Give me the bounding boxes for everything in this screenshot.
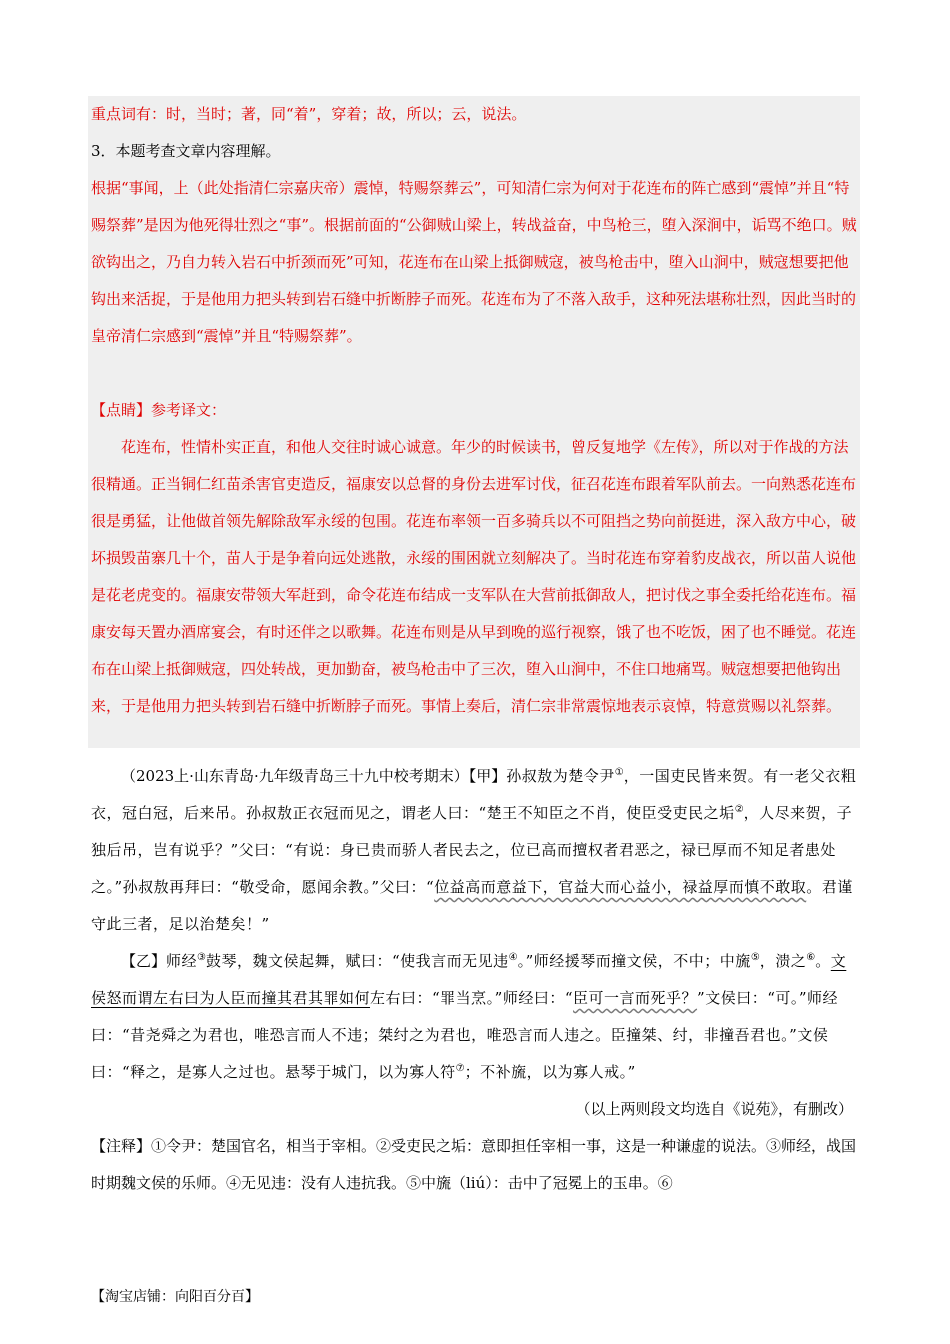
annotations-label: 【注释】 [91, 1137, 152, 1155]
passage-jia [91, 758, 857, 943]
answer-keywords: 重点词有：时，当时；著，同“着”，穿着；故，所以；云，说法。 [91, 105, 527, 123]
yi-text-2: 鼓琴，魏文侯起舞，赋曰：“使我言而无见违 [206, 952, 509, 970]
jia-text-2: ，一国吏民皆来贺。有一老父衣粗衣，冠白冠，后来吊。孙叔敖正衣冠而见之，谓老人曰：“楚王不知臣之不肖，使臣受吏民之垢 [91, 767, 857, 822]
note-ref-6: ⑥ [806, 952, 816, 963]
yi-text-8: ；不补旒，以为寡人戒。” [464, 1063, 636, 1081]
dianjing-text: 参考译文： [151, 401, 227, 419]
note-ref-4: ④ [508, 952, 518, 963]
note-ref-2: ② [734, 804, 744, 815]
yi-label: 【乙】 [121, 952, 167, 970]
classical-passage [91, 758, 857, 1202]
yi-text-6: 左右曰：“罪当烹。”师经曰：“ [370, 989, 574, 1007]
jia-text-3: ，人尽来贺，子独后吊，岂有说乎？”父曰：“有说：身已贵而骄人者民去之，位已高而擅权者君恶之，禄已厚而不知足者患处之。”孙叔敖再拜曰：“敬受命，愿闻余教。”父曰：“ [91, 804, 853, 896]
yi-wavy-underlined: 臣可一言而死乎？ [573, 989, 698, 1007]
passage-source: （2023上·山东青岛·九年级青岛三十九中校考期末） [121, 767, 469, 785]
dianjing-heading [91, 392, 857, 429]
jia-label: 【甲】 [468, 767, 507, 785]
jia-text-1: 孙叔敖为楚令尹 [506, 767, 615, 785]
question-3-analysis: 根据“事闻，上（此处指清仁宗嘉庆帝）震悼，特赐祭葬云”，可知清仁宗为何对于花连布的阵亡感到“震悼”并且“特赐祭葬”是因为他死得壮烈之“事”。根据前面的“公御贼山梁上，转战益奋，中鸟枪三，堕入深涧中，诟骂不绝口。贼欲钩出之，乃自力转入岩石中折颈而死”可知，花连布在山梁上抵御贼寇，被鸟枪击中，堕入山涧中，贼寇想要把他钩出来活捉，于是他用力把头转到岩石缝中折断脖子而死。花连布为了不落入敌手，这种死法堪称壮烈，因此当时的皇帝清仁宗感到“震悼”并且“特赐祭葬”。 [91, 179, 857, 345]
annotations-text: ①令尹：楚国官名，相当于宰相。②受吏民之垢：意即担任宰相一事，这是一种谦虚的说法。③师经，战国时期魏文侯的乐师。④无见违：没有人违抗我。⑤中旒（liú）：击中了冠冕上的玉串。⑥ [91, 1137, 857, 1192]
yi-text-4: ，溃之 [759, 952, 807, 970]
answer-analysis [91, 96, 857, 355]
yi-underlined-sentence: 文侯怒而谓左右曰为人臣而撞其君其罪如何 [91, 952, 847, 1007]
annotations [91, 1128, 857, 1202]
yi-text-1: 师经 [166, 952, 198, 970]
note-ref-5: ⑤ [750, 952, 760, 963]
jia-text-4: 。君谨守此三者，足以治楚矣！” [91, 878, 853, 933]
reference-translation: 花连布，性情朴实正直，和他人交往时诚心诚意。年少的时候读书，曾反复地学《左传》，所以对于作战的方法很精通。正当铜仁红苗杀害官吏造反，福康安以总督的身份去进军讨伐，征召花连布跟着军队前去。一向熟悉花连布很是勇猛，让他做首领先解除敌军永绥的包围。花连布率领一百多骑兵以不可阻挡之势向前挺进，深入敌方中心，破坏损毁苗寨几十个，苗人于是争着向远处逃散，永绥的围困就立刻解决了。当时花连布穿着豹皮战衣，所以苗人说他是花老虎变的。福康安带领大军赶到，命令花连布结成一支军队在大营前抵御敌人，把讨伐之事全委托给花连布。福康安每天置办酒席宴会，有时还伴之以歌舞。花连布则是从早到晚的巡行视察，饿了也不吃饭，困了也不睡觉。花连布在山梁上抵御贼寇，四处转战，更加勤奋，被鸟枪击中了三次，堕入山涧中，不住口地痛骂。贼寇想要把他钩出来，于是他用力把头转到岩石缝中折断脖子而死。事情上奏后，清仁宗非常震惊地表示哀悼，特意赏赐以礼祭葬。 [91, 438, 857, 715]
note-ref-7: ⑦ [455, 1063, 465, 1074]
footer-shop-label: 【淘宝店铺：向阳百分百】 [91, 1289, 259, 1305]
passage-yi [91, 943, 857, 1091]
yi-text-5: 。 [815, 952, 831, 970]
yi-text-3: 。”师经援琴而撞文侯，不中；中旒 [517, 952, 751, 970]
yi-text-7: ”文侯曰：“可。”师经曰：“昔尧舜之为君也，唯恐言而人不违；桀纣之为君也，唯恐言而人违之。臣撞桀、纣，非撞吾君也。”文侯曰：“释之，是寡人之过也。悬琴于城门，以为寡人符 [91, 989, 839, 1081]
dianjing-label: 【点睛】 [91, 401, 152, 419]
jia-wavy-underlined: 位益高而意益下，官益大而心益小，禄益厚而慎不敢取 [434, 878, 807, 896]
dianjing-section [91, 392, 857, 725]
question-3-label: 3．本题考查文章内容理解。 [91, 142, 281, 160]
note-ref-3: ③ [197, 952, 206, 963]
note-ref-1: ① [614, 767, 624, 778]
passage-citation: （以上两则段文均选自《说苑》，有删改） [575, 1100, 853, 1118]
